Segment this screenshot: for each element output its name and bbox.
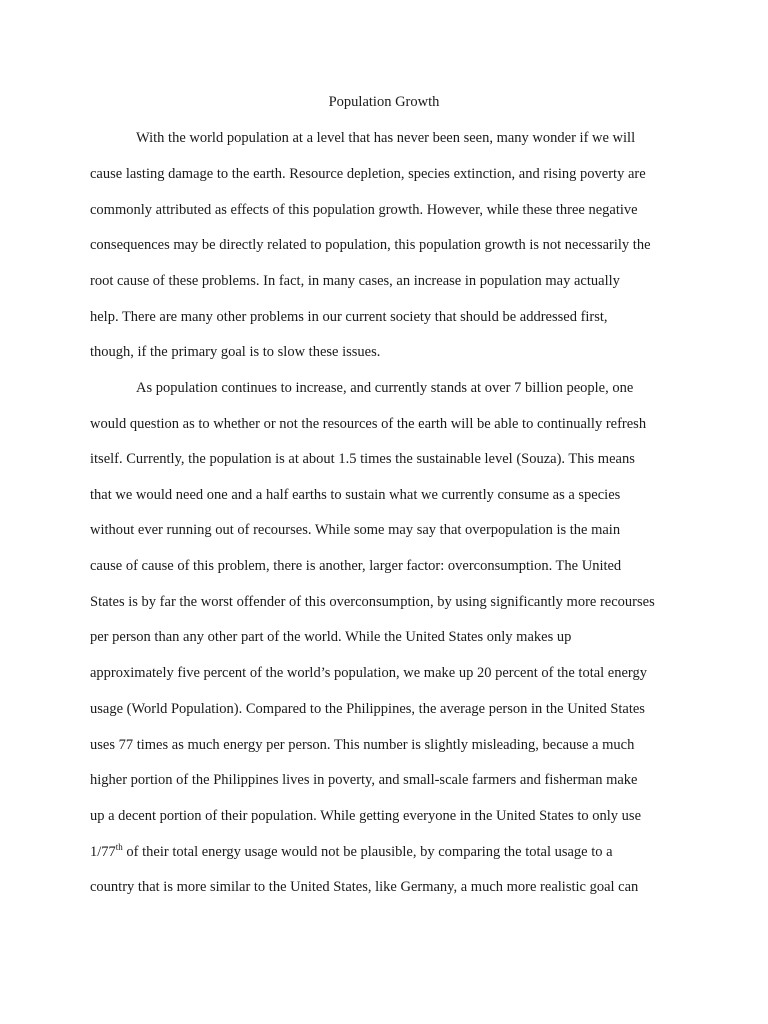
paragraph-line: root cause of these problems. In fact, in many cases, an increase in population may actually — [90, 273, 620, 289]
paragraph-line: up a decent portion of their population. While getting everyone in the United States to only use — [90, 808, 642, 824]
paragraph-line: though, if the primary goal is to slow these issues. — [90, 344, 381, 360]
page-title: Population Growth — [328, 94, 440, 110]
paragraph-line: cause of cause of this problem, there is another, larger factor: overconsumption. The United — [90, 558, 622, 574]
paragraph-line: itself. Currently, the population is at about 1.5 times the sustainable level (Souza). This means — [90, 451, 635, 467]
paragraph-line: cause lasting damage to the earth. Resource depletion, species extinction, and rising poverty are — [90, 166, 646, 182]
paragraph-line: that we would need one and a half earths to sustain what we currently consume as a species — [90, 487, 621, 503]
paragraph-line: commonly attributed as effects of this population growth. However, while these three negative — [90, 202, 638, 218]
ordinal-superscript: th — [115, 842, 123, 853]
paragraph-line — [90, 842, 613, 862]
fraction-text: 1/77 — [90, 844, 116, 860]
paragraph-line: approximately five percent of the world’s population, we make up 20 percent of the total energy — [90, 665, 647, 681]
paragraph-line: usage (World Population). Compared to the Philippines, the average person in the United States — [90, 701, 645, 717]
paragraph-line: without ever running out of recourses. While some may say that overpopulation is the main — [90, 522, 621, 538]
paragraph-line: With the world population at a level that has never been seen, many wonder if we will — [136, 130, 636, 146]
line-text: of their total energy usage would not be plausible, by comparing the total usage to a — [122, 844, 613, 860]
paragraph-line: As population continues to increase, and currently stands at over 7 billion people, one — [136, 380, 634, 396]
paragraph-line: higher portion of the Philippines lives in poverty, and small-scale farmers and fisherman make — [90, 772, 638, 788]
paragraph-line: consequences may be directly related to population, this population growth is not necessarily the — [90, 237, 651, 253]
paragraph-line: States is by far the worst offender of this overconsumption, by using significantly more recourses — [90, 594, 655, 610]
paragraph-line: per person than any other part of the world. While the United States only makes up — [90, 629, 572, 645]
paragraph-line: country that is more similar to the United States, like Germany, a much more realistic goal can — [90, 879, 639, 895]
paragraph-line: uses 77 times as much energy per person. This number is slightly misleading, because a much — [90, 737, 635, 753]
paragraph-line: help. There are many other problems in our current society that should be addressed first, — [90, 309, 608, 325]
paragraph-line: would question as to whether or not the resources of the earth will be able to continually refresh — [90, 416, 647, 432]
